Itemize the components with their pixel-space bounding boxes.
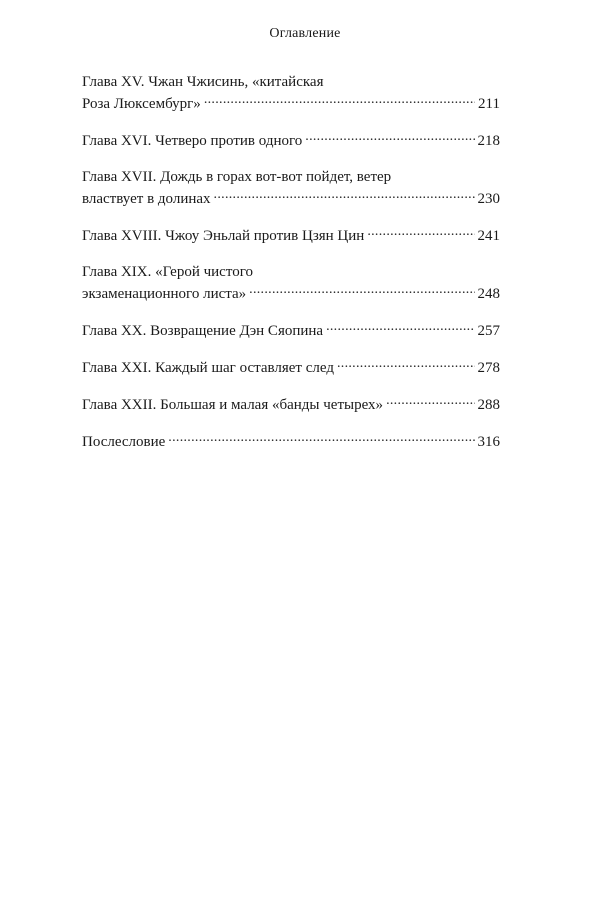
toc-entry-line [82, 283, 500, 305]
toc-entry[interactable] [82, 357, 500, 379]
toc-leader-dots [214, 188, 475, 203]
toc-entry-title: властвует в долинах [82, 191, 211, 207]
toc-page-number: 230 [477, 191, 500, 207]
toc-entry-title: экзаменационного листа» [82, 286, 247, 302]
toc-page-number: 248 [477, 286, 500, 302]
toc-page-number: 257 [477, 323, 500, 339]
toc-entry[interactable] [82, 262, 500, 305]
toc-page-number: 241 [477, 228, 500, 244]
toc-entry-line [82, 167, 500, 188]
toc-page-number: 218 [477, 133, 500, 149]
toc-entry-title: Глава XVII. Дождь в горах вот-вот пойдет, ветер [82, 169, 392, 185]
toc-entry[interactable] [82, 130, 500, 152]
toc-leader-dots [168, 431, 474, 446]
toc-entry-line [82, 130, 500, 152]
toc-leader-dots [386, 394, 474, 409]
toc-leader-dots [249, 283, 474, 298]
toc-leader-dots [337, 357, 475, 372]
toc-entry-line [82, 93, 500, 115]
toc-entry[interactable] [82, 320, 500, 342]
toc-entry-title: Глава XX. Возвращение Дэн Сяопина [82, 323, 324, 339]
toc-entry[interactable] [82, 167, 500, 210]
toc-entry-line [82, 320, 500, 342]
toc-entry-line [82, 188, 500, 210]
toc-entry-title: Глава XVIII. Чжоу Эньлай против Цзян Цин [82, 228, 365, 244]
toc-page-number: 316 [477, 434, 500, 450]
toc-entry-line [82, 357, 500, 379]
page-title: Оглавление [269, 26, 341, 41]
toc-entry-title: Глава XXII. Большая и малая «банды четырех» [82, 397, 384, 413]
toc-entry[interactable] [82, 431, 500, 453]
toc-entry-title: Роза Люксембург» [82, 96, 201, 112]
toc-entry-title: Глава XXI. Каждый шаг оставляет след [82, 360, 334, 376]
toc-entry-title: Глава XIX. «Герой чистого [82, 264, 253, 280]
toc-entry[interactable] [82, 394, 500, 416]
toc-entry[interactable] [82, 225, 500, 247]
toc-leader-dots [326, 320, 474, 335]
toc-entry-title: Глава XVI. Четверо против одного [82, 133, 303, 149]
toc-page-number: 278 [477, 360, 500, 376]
toc-page-number: 211 [478, 96, 500, 112]
table-of-contents [82, 72, 500, 468]
toc-entry-title: Послесловие [82, 434, 166, 450]
toc-entry-line [82, 225, 500, 247]
toc-entry[interactable] [82, 72, 500, 115]
toc-entry-line [82, 431, 500, 453]
toc-entry-title: Глава XV. Чжан Чжисинь, «китайская [82, 74, 324, 90]
toc-page-number: 288 [477, 397, 500, 413]
toc-leader-dots [204, 93, 475, 108]
toc-entry-line [82, 262, 500, 283]
toc-leader-dots [305, 130, 474, 145]
toc-entry-line [82, 72, 500, 93]
toc-leader-dots [367, 225, 474, 240]
toc-entry-line [82, 394, 500, 416]
